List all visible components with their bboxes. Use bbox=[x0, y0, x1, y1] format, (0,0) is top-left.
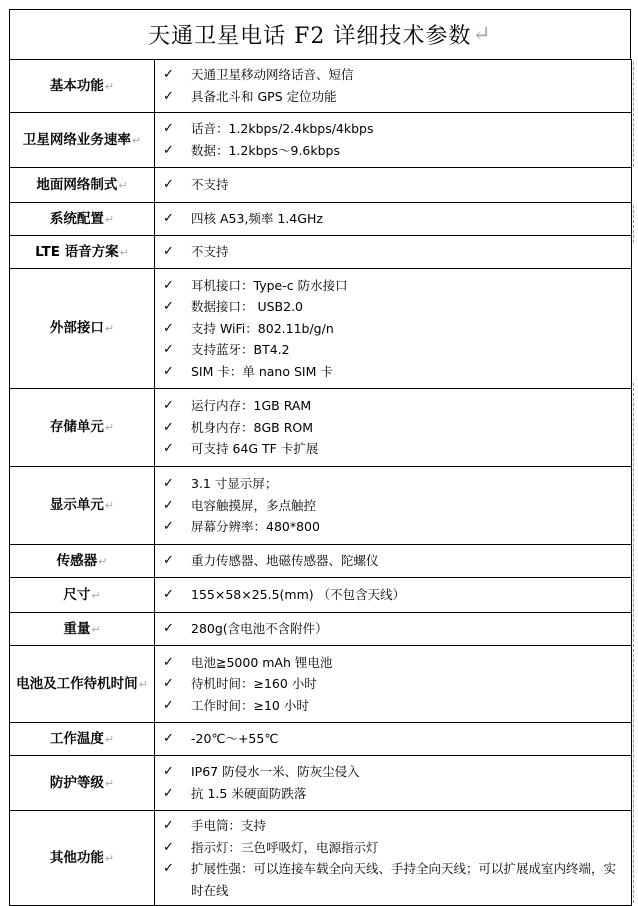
spec-item-text: 3.1 寸显示屏； bbox=[191, 476, 278, 492]
spec-item bbox=[163, 584, 631, 606]
checkmark-icon: ✓ bbox=[163, 587, 174, 603]
checkmark-icon: ✓ bbox=[163, 299, 174, 315]
checkmark-icon: ✓ bbox=[163, 320, 174, 336]
checkmark-icon: ✓ bbox=[163, 786, 174, 801]
spec-values-cell bbox=[155, 578, 632, 613]
spec-item-text: 数据接口： USB2.0 bbox=[191, 299, 304, 315]
spec-item-text: 不支持 bbox=[191, 244, 229, 260]
spec-item-text: IP67 防侵水一米、防灰尘侵入 bbox=[191, 764, 360, 780]
spec-label-cell bbox=[10, 203, 155, 236]
spec-item-text: 支持 WiFi：802.11b/g/n bbox=[191, 320, 334, 336]
spec-item-text: 耳机接口：Type-c 防水接口 bbox=[191, 277, 348, 293]
revision-bar bbox=[633, 205, 637, 243]
spec-row bbox=[10, 203, 632, 236]
spec-values-cell bbox=[155, 545, 632, 578]
checkmark-icon: ✓ bbox=[163, 621, 174, 637]
spec-item bbox=[163, 417, 631, 439]
paragraph-mark: ↵ bbox=[91, 622, 101, 636]
checkmark-icon: ✓ bbox=[163, 676, 174, 692]
spec-row bbox=[10, 168, 632, 203]
checkmark-icon: ✓ bbox=[163, 342, 174, 358]
checkmark-icon: ✓ bbox=[163, 398, 174, 414]
spec-item bbox=[163, 783, 631, 805]
spec-item bbox=[163, 318, 631, 340]
spec-item-text: 指示灯：三色呼吸灯，电源指示灯 bbox=[191, 839, 379, 855]
spec-item-text: 运行内存：1GB RAM bbox=[191, 398, 312, 414]
spec-row bbox=[10, 723, 632, 756]
checkmark-icon: ✓ bbox=[163, 363, 174, 379]
spec-item-text: 155×58×25.5(mm) （不包含天线） bbox=[191, 587, 406, 603]
spec-item-text: 手电筒：支持 bbox=[191, 818, 267, 833]
spec-row bbox=[10, 756, 632, 811]
spec-item-text: 支持蓝牙：BT4.2 bbox=[191, 342, 290, 358]
spec-values-cell bbox=[155, 756, 632, 811]
spec-item-text: 工作时间：≥10 小时 bbox=[191, 697, 309, 713]
spec-item-text: 天通卫星移动网络话音、短信 bbox=[191, 67, 354, 83]
spec-label: 传感器 bbox=[56, 552, 98, 569]
spec-item-text: 话音：1.2kbps/2.4kbps/4kbps bbox=[191, 121, 374, 137]
checkmark-icon: ✓ bbox=[163, 519, 174, 535]
revision-bar bbox=[633, 383, 637, 903]
spec-label: 存储单元 bbox=[49, 419, 104, 435]
spec-label-cell bbox=[10, 269, 155, 389]
spec-label: 防护等级 bbox=[49, 774, 104, 791]
spec-values-cell bbox=[155, 203, 632, 236]
checkmark-icon: ✓ bbox=[163, 177, 174, 193]
spec-label-cell bbox=[10, 389, 155, 467]
revision-bar bbox=[633, 62, 637, 167]
spec-row bbox=[10, 236, 632, 269]
paragraph-mark: ↵ bbox=[104, 499, 115, 512]
spec-label: 显示单元 bbox=[49, 497, 104, 513]
spec-values-cell bbox=[155, 269, 632, 389]
paragraph-mark: ↵ bbox=[104, 79, 115, 93]
spec-item-text: 屏幕分辨率：480*800 bbox=[191, 519, 320, 535]
spec-values-cell bbox=[155, 60, 632, 113]
spec-item-text: SIM 卡：单 nano SIM 卡 bbox=[191, 363, 333, 379]
spec-sheet bbox=[9, 9, 631, 906]
spec-values-cell bbox=[155, 236, 632, 269]
spec-item bbox=[163, 652, 631, 674]
paragraph-mark: ↵ bbox=[91, 588, 101, 602]
spec-row bbox=[10, 578, 632, 613]
spec-item-text: 扩展性强：可以连接车载全向天线、手持全向天线；可以扩展成室内终端，实时在线 bbox=[191, 861, 617, 898]
checkmark-icon: ✓ bbox=[163, 861, 174, 877]
checkmark-icon: ✓ bbox=[163, 553, 174, 569]
spec-label: 基本功能 bbox=[49, 77, 104, 94]
spec-label-cell bbox=[10, 545, 155, 578]
spec-item bbox=[163, 140, 631, 162]
spec-row bbox=[10, 545, 632, 578]
spec-item-text: 四核 A53,频率 1.4GHz bbox=[191, 211, 323, 227]
spec-label: LTE 语音方案 bbox=[35, 243, 119, 260]
spec-item bbox=[163, 815, 631, 837]
spec-row bbox=[10, 646, 632, 723]
spec-item bbox=[163, 118, 631, 140]
spec-item bbox=[163, 495, 631, 517]
paragraph-mark: ↵ bbox=[98, 554, 108, 568]
spec-item bbox=[163, 208, 631, 230]
spec-label-cell bbox=[10, 578, 155, 613]
title-row bbox=[9, 9, 631, 59]
spec-values-cell bbox=[155, 811, 632, 906]
spec-row bbox=[10, 811, 632, 906]
spec-item bbox=[163, 86, 631, 108]
spec-label: 卫星网络业务速率 bbox=[22, 131, 131, 148]
page-title: 天通卫星电话 F2 详细技术参数 bbox=[148, 24, 472, 49]
spec-item-text: 电容触摸屏，多点触控 bbox=[191, 497, 317, 513]
spec-label-cell bbox=[10, 613, 155, 646]
spec-label: 系统配置 bbox=[49, 210, 104, 227]
checkmark-icon: ✓ bbox=[163, 143, 174, 158]
spec-item bbox=[163, 275, 631, 297]
spec-item bbox=[163, 695, 631, 717]
spec-item-text: 不支持 bbox=[191, 177, 229, 193]
spec-item-text: 280g(含电池不含附件） bbox=[191, 621, 328, 637]
spec-item-text: 抗 1.5 米硬面防跌落 bbox=[191, 786, 307, 801]
spec-row bbox=[10, 113, 632, 168]
checkmark-icon: ✓ bbox=[163, 839, 174, 855]
spec-item bbox=[163, 858, 631, 901]
paragraph-mark: ↵ bbox=[131, 133, 142, 147]
spec-item bbox=[163, 395, 631, 417]
spec-label-cell bbox=[10, 811, 155, 906]
spec-item-text: -20℃～+55℃ bbox=[191, 731, 279, 747]
checkmark-icon: ✓ bbox=[163, 818, 174, 833]
spec-item bbox=[163, 339, 631, 361]
spec-item-text: 电池≧5000 mAh 锂电池 bbox=[191, 654, 333, 670]
checkmark-icon: ✓ bbox=[163, 731, 174, 747]
spec-item bbox=[163, 296, 631, 318]
spec-label-cell bbox=[10, 60, 155, 113]
spec-values-cell bbox=[155, 467, 632, 545]
spec-label: 重量 bbox=[63, 620, 91, 637]
spec-values-cell bbox=[155, 646, 632, 723]
spec-label-cell bbox=[10, 113, 155, 168]
checkmark-icon: ✓ bbox=[163, 654, 174, 670]
paragraph-mark: ↵ bbox=[104, 851, 115, 865]
spec-label-cell bbox=[10, 723, 155, 756]
spec-item bbox=[163, 516, 631, 538]
checkmark-icon: ✓ bbox=[163, 764, 174, 780]
spec-item bbox=[163, 673, 631, 695]
paragraph-mark: ↵ bbox=[118, 178, 128, 192]
checkmark-icon: ✓ bbox=[163, 497, 174, 513]
spec-item bbox=[163, 837, 631, 859]
spec-label-cell bbox=[10, 168, 155, 203]
checkmark-icon: ✓ bbox=[163, 121, 174, 137]
spec-item bbox=[163, 361, 631, 383]
paragraph-mark: ↵ bbox=[104, 322, 115, 335]
spec-row bbox=[10, 269, 632, 389]
spec-item-text: 待机时间：≥160 小时 bbox=[191, 676, 317, 692]
spec-item-text: 数据：1.2kbps～9.6kbps bbox=[191, 143, 340, 158]
spec-values-cell bbox=[155, 113, 632, 168]
spec-values-cell bbox=[155, 723, 632, 756]
spec-label: 工作温度 bbox=[49, 730, 104, 747]
spec-item bbox=[163, 438, 631, 460]
spec-label-cell bbox=[10, 756, 155, 811]
checkmark-icon: ✓ bbox=[163, 277, 174, 293]
spec-row bbox=[10, 467, 632, 545]
spec-item bbox=[163, 473, 631, 495]
paragraph-mark: ↵ bbox=[104, 776, 115, 790]
checkmark-icon: ✓ bbox=[163, 697, 174, 713]
checkmark-icon: ✓ bbox=[163, 244, 174, 260]
spec-item bbox=[163, 241, 631, 263]
spec-item-text: 可支持 64G TF 卡扩展 bbox=[191, 441, 319, 457]
spec-label-cell bbox=[10, 236, 155, 269]
spec-item bbox=[163, 618, 631, 640]
checkmark-icon: ✓ bbox=[163, 67, 174, 83]
checkmark-icon: ✓ bbox=[163, 89, 174, 104]
spec-label: 尺寸 bbox=[63, 586, 91, 603]
spec-item bbox=[163, 550, 631, 572]
paragraph-mark: ↵ bbox=[119, 245, 129, 259]
spec-label: 电池及工作待机时间 bbox=[16, 675, 138, 692]
spec-item-text: 具备北斗和 GPS 定位功能 bbox=[191, 89, 337, 104]
spec-label-cell bbox=[10, 646, 155, 723]
spec-row bbox=[10, 613, 632, 646]
spec-row bbox=[10, 60, 632, 113]
paragraph-mark: ↵ bbox=[104, 732, 115, 746]
spec-values-cell bbox=[155, 168, 632, 203]
checkmark-icon: ✓ bbox=[163, 476, 174, 492]
spec-item-text: 机身内存：8GB ROM bbox=[191, 419, 313, 435]
spec-label-cell bbox=[10, 467, 155, 545]
paragraph-mark: ↵ bbox=[104, 421, 115, 434]
spec-item bbox=[163, 64, 631, 86]
spec-values-cell bbox=[155, 389, 632, 467]
spec-label: 其他功能 bbox=[49, 849, 104, 866]
spec-label: 地面网络制式 bbox=[36, 176, 118, 193]
spec-label: 外部接口 bbox=[49, 320, 104, 336]
checkmark-icon: ✓ bbox=[163, 419, 174, 435]
paragraph-mark: ↵ bbox=[472, 22, 492, 47]
checkmark-icon: ✓ bbox=[163, 211, 174, 227]
spec-row bbox=[10, 389, 632, 467]
spec-item bbox=[163, 761, 631, 783]
spec-item-text: 重力传感器、地磁传感器、陀螺仪 bbox=[191, 553, 379, 569]
paragraph-mark: ↵ bbox=[138, 677, 148, 691]
checkmark-icon: ✓ bbox=[163, 441, 174, 457]
spec-item bbox=[163, 728, 631, 750]
spec-table bbox=[9, 59, 632, 906]
spec-item bbox=[163, 174, 631, 196]
spec-values-cell bbox=[155, 613, 632, 646]
paragraph-mark: ↵ bbox=[104, 212, 115, 226]
